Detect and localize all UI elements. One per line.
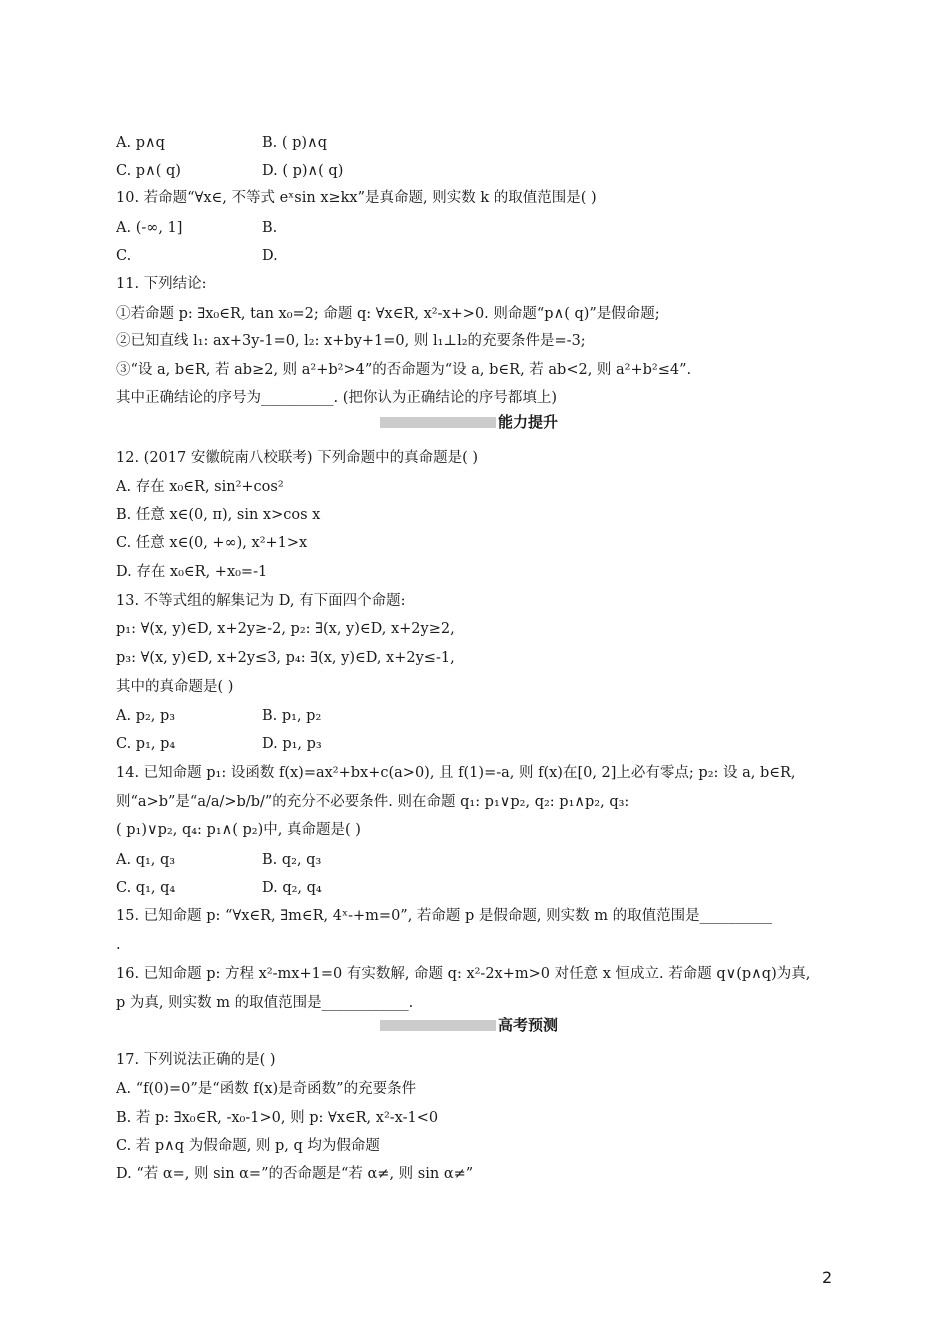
page-number: 2 (822, 1268, 833, 1287)
text-line (116, 388, 838, 408)
line-text: C. p∧( q) (116, 163, 181, 179)
text-line (116, 648, 838, 668)
option-second-column: D. q₂, q₄ (262, 880, 322, 896)
line-text: ①若命题 p: ∃x₀∈R, tan x₀=2; 命题 q: ∀x∈R, x²-x+>0. 则命题“p∧( q)”是假命题; (116, 306, 660, 322)
text-line (116, 820, 838, 840)
line-text: 14. 已知命题 p₁: 设函数 f(x)=ax²+bx+c(a>0), 且 f(1)=-a, 则 f(x)在[0, 2]上必有零点; p₂: 设 a, b∈R, (116, 765, 796, 781)
line-text: A. “f(0)=0”是“函数 f(x)是奇函数”的充要条件 (116, 1081, 417, 1097)
text-line (116, 274, 838, 294)
text-line (116, 161, 838, 181)
text-line (116, 448, 838, 468)
line-text: A. (-∞, 1] (116, 220, 183, 236)
text-line (116, 993, 838, 1013)
text-line (116, 360, 838, 380)
option-second-column: D. p₁, p₃ (262, 736, 322, 752)
line-text: A. p₂, p₃ (116, 708, 176, 724)
text-line (116, 331, 838, 351)
option-second-column: D. ( p)∧( q) (262, 163, 344, 179)
section-heading (380, 412, 570, 432)
section-title: 高考预测 (498, 1016, 559, 1034)
line-text: C. q₁, q₄ (116, 880, 176, 896)
section-title: 能力提升 (498, 413, 559, 431)
line-text: . (116, 937, 121, 953)
line-text: 其中正确结论的序号为__________. (把你认为正确结论的序号都填上) (116, 390, 558, 406)
line-text: C. p₁, p₄ (116, 736, 176, 752)
text-line (116, 591, 838, 611)
text-line (116, 792, 838, 812)
text-line (116, 1164, 838, 1184)
text-line (116, 1136, 838, 1156)
line-text: B. 若 p: ∃x₀∈R, -x₀-1>0, 则 p: ∀x∈R, x²-x-1<0 (116, 1110, 439, 1126)
section-heading-bar (380, 1020, 496, 1031)
text-line (116, 477, 838, 497)
line-text: A. p∧q (116, 135, 165, 151)
line-text: 13. 不等式组的解集记为 D, 有下面四个命题: (116, 593, 406, 609)
option-second-column: B. q₂, q₃ (262, 852, 322, 868)
text-line (116, 533, 838, 553)
line-text: A. 存在 x₀∈R, sin²+cos² (116, 479, 284, 495)
text-line (116, 505, 838, 525)
text-line (116, 677, 838, 697)
line-text: C. 任意 x∈(0, +∞), x²+1>x (116, 535, 308, 551)
line-text: 16. 已知命题 p: 方程 x²-mx+1=0 有实数解, 命题 q: x²-2x+m>0 对任意 x 恒成立. 若命题 q∨(p∧q)为真, (116, 966, 811, 982)
line-text: p₃: ∀(x, y)∈D, x+2y≤3, p₄: ∃(x, y)∈D, x+2y≤-1, (116, 650, 455, 666)
text-line (116, 246, 838, 266)
option-second-column: B. (262, 220, 278, 236)
line-text: ②已知直线 l₁: ax+3y-1=0, l₂: x+by+1=0, 则 l₁⊥l₂的充要条件是=-3; (116, 333, 586, 349)
line-text: p 为真, 则实数 m 的取值范围是____________. (116, 995, 414, 1011)
text-line (116, 935, 838, 955)
option-second-column: B. p₁, p₂ (262, 708, 322, 724)
text-line (116, 188, 838, 208)
line-text: p₁: ∀(x, y)∈D, x+2y≥-2, p₂: ∃(x, y)∈D, x+2y≥2, (116, 621, 455, 637)
line-text: D. 存在 x₀∈R, +x₀=-1 (116, 564, 268, 580)
text-line (116, 850, 838, 870)
line-text: ( p₁)∨p₂, q₄: p₁∧( p₂)中, 真命题是( ) (116, 822, 361, 838)
text-line (116, 1108, 838, 1128)
line-text: 17. 下列说法正确的是( ) (116, 1052, 276, 1068)
option-second-column: D. (262, 248, 278, 264)
line-text: B. 任意 x∈(0, π), sin x>cos x (116, 507, 321, 523)
text-line (116, 734, 838, 754)
text-line (116, 878, 838, 898)
text-line (116, 218, 838, 238)
line-text: D. “若 α=, 则 sin α=”的否命题是“若 α≠, 则 sin α≠” (116, 1166, 474, 1182)
text-line (116, 1079, 838, 1099)
option-second-column: B. ( p)∧q (262, 135, 327, 151)
line-text: 10. 若命题“∀x∈, 不等式 eˣsin x≥kx”是真命题, 则实数 k 的取值范围是( ) (116, 190, 597, 206)
text-line (116, 619, 838, 639)
line-text: 11. 下列结论: (116, 276, 207, 292)
text-line (116, 133, 838, 153)
text-line (116, 304, 838, 324)
line-text: ③“设 a, b∈R, 若 ab≥2, 则 a²+b²>4”的否命题为“设 a, b∈R, 若 ab<2, 则 a²+b²≤4”. (116, 362, 692, 378)
text-line (116, 763, 838, 783)
line-text: 则“a>b”是“a/a/>b/b/”的充分不必要条件. 则在命题 q₁: p₁∨p₂, q₂: p₁∧p₂, q₃: (116, 794, 630, 810)
section-heading-bar (380, 417, 496, 428)
line-text: A. q₁, q₃ (116, 852, 176, 868)
line-text: C. (116, 248, 132, 264)
text-line (116, 964, 838, 984)
line-text: 12. (2017 安徽皖南八校联考) 下列命题中的真命题是( ) (116, 450, 479, 466)
text-line (116, 906, 838, 926)
line-text: C. 若 p∧q 为假命题, 则 p, q 均为假命题 (116, 1138, 380, 1154)
section-heading (380, 1015, 570, 1035)
text-line (116, 1050, 838, 1070)
text-line (116, 562, 838, 582)
text-line (116, 706, 838, 726)
line-text: 其中的真命题是( ) (116, 679, 234, 695)
line-text: 15. 已知命题 p: “∀x∈R, ∃m∈R, 4ˣ-+m=0”, 若命题 p 是假命题, 则实数 m 的取值范围是__________ (116, 908, 773, 924)
